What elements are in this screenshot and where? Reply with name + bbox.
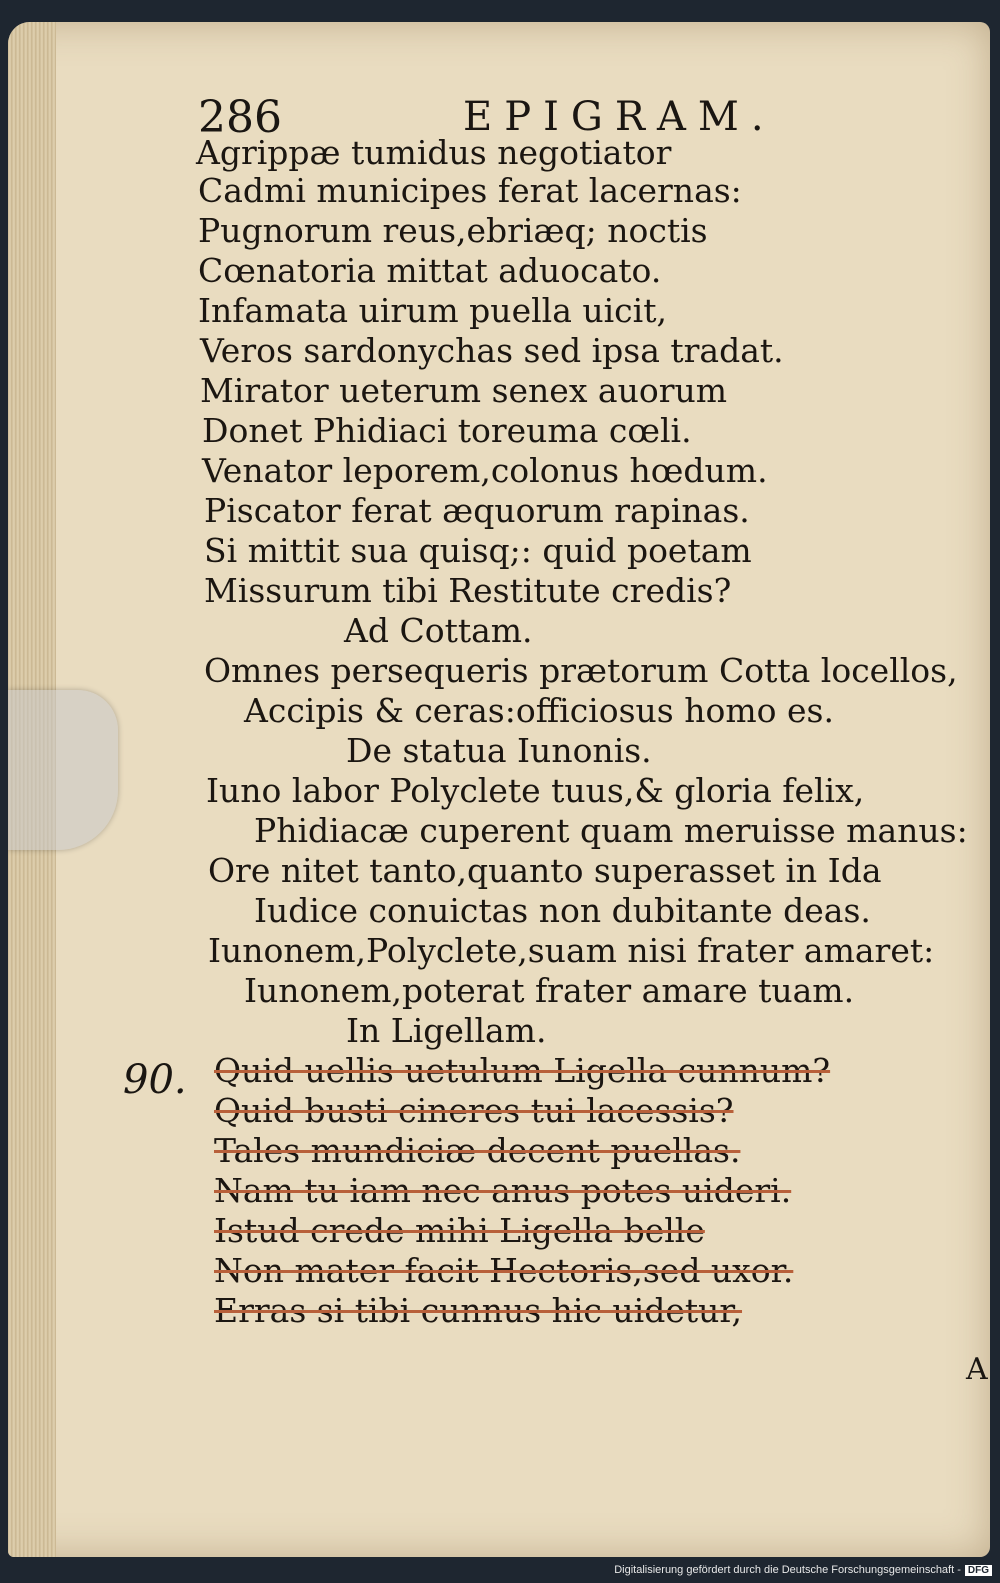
section-title: Ad Cottam. <box>344 611 533 650</box>
text-line: Ore nitet tanto,quanto superasset in Ida <box>208 851 882 890</box>
text-line: Infamata uirum puella uicit, <box>198 291 667 330</box>
dfg-logo: DFG <box>965 1565 992 1576</box>
text-line: Iunonem,poterat frater amare tuam. <box>244 971 855 1010</box>
text-line: Iunonem,Polyclete,suam nisi frater amaret: <box>208 931 935 970</box>
text-line: Missurum tibi Restitute credis? <box>204 571 732 610</box>
struck-line: Quid busti cineres tui lacessis? <box>214 1091 734 1130</box>
text-line: Piscator ferat æquorum rapinas. <box>204 491 750 530</box>
text-line: Cœnatoria mittat aduocato. <box>198 251 662 290</box>
epigram-text <box>8 22 990 1557</box>
struck-line: Tales mundiciæ decent puellas. <box>214 1131 741 1170</box>
digitization-credit <box>614 1559 992 1581</box>
text-line: Mirator ueterum senex auorum <box>200 371 728 410</box>
text-line: Accipis & ceras:officiosus homo es. <box>244 691 834 730</box>
text-line: Pugnorum reus,ebriæq; noctis <box>198 211 708 250</box>
section-title: De statua Iunonis. <box>346 731 652 770</box>
margin-note: 90. <box>123 1057 187 1103</box>
text-line: Si mittit sua quisq;: quid poetam <box>204 531 752 570</box>
text-line: Cadmi municipes ferat lacernas: <box>198 171 742 210</box>
section-title: In Ligellam. <box>346 1011 547 1050</box>
text-line: Veros sardonychas sed ipsa tradat. <box>200 331 784 370</box>
book-page <box>8 22 990 1557</box>
text-line: Iudice conuictas non dubitante deas. <box>254 891 871 930</box>
page-number: 286 <box>198 92 282 143</box>
text-line: Agrippæ tumidus negotiator <box>196 133 672 172</box>
text-line: Venator leporem,colonus hœdum. <box>202 451 768 490</box>
text-line: Donet Phidiaci toreuma cœli. <box>202 411 692 450</box>
struck-line: Istud crede mihi Ligella belle <box>214 1211 705 1250</box>
struck-line: Non mater facit Hectoris,sed uxor. <box>214 1251 794 1290</box>
struck-line: Erras si tibi cunnus hic uidetur, <box>214 1291 743 1330</box>
text-line: Iuno labor Polyclete tuus,& gloria felix, <box>206 771 865 810</box>
struck-line: Quid uellis uetulum Ligella cunnum? <box>214 1051 831 1090</box>
text-line: Phidiacæ cuperent quam meruisse manus: <box>254 811 968 850</box>
credit-text: Digitalisierung gefördert durch die Deutsche Forschungsgemeinschaft - <box>614 1564 961 1576</box>
text-line: Omnes persequeris prætorum Cotta locellos, <box>204 651 958 690</box>
struck-line: Nam tu iam nec anus potes uideri. <box>214 1171 792 1210</box>
running-head: EPIGRAM. <box>463 94 776 140</box>
catchword: A <box>966 1352 988 1387</box>
